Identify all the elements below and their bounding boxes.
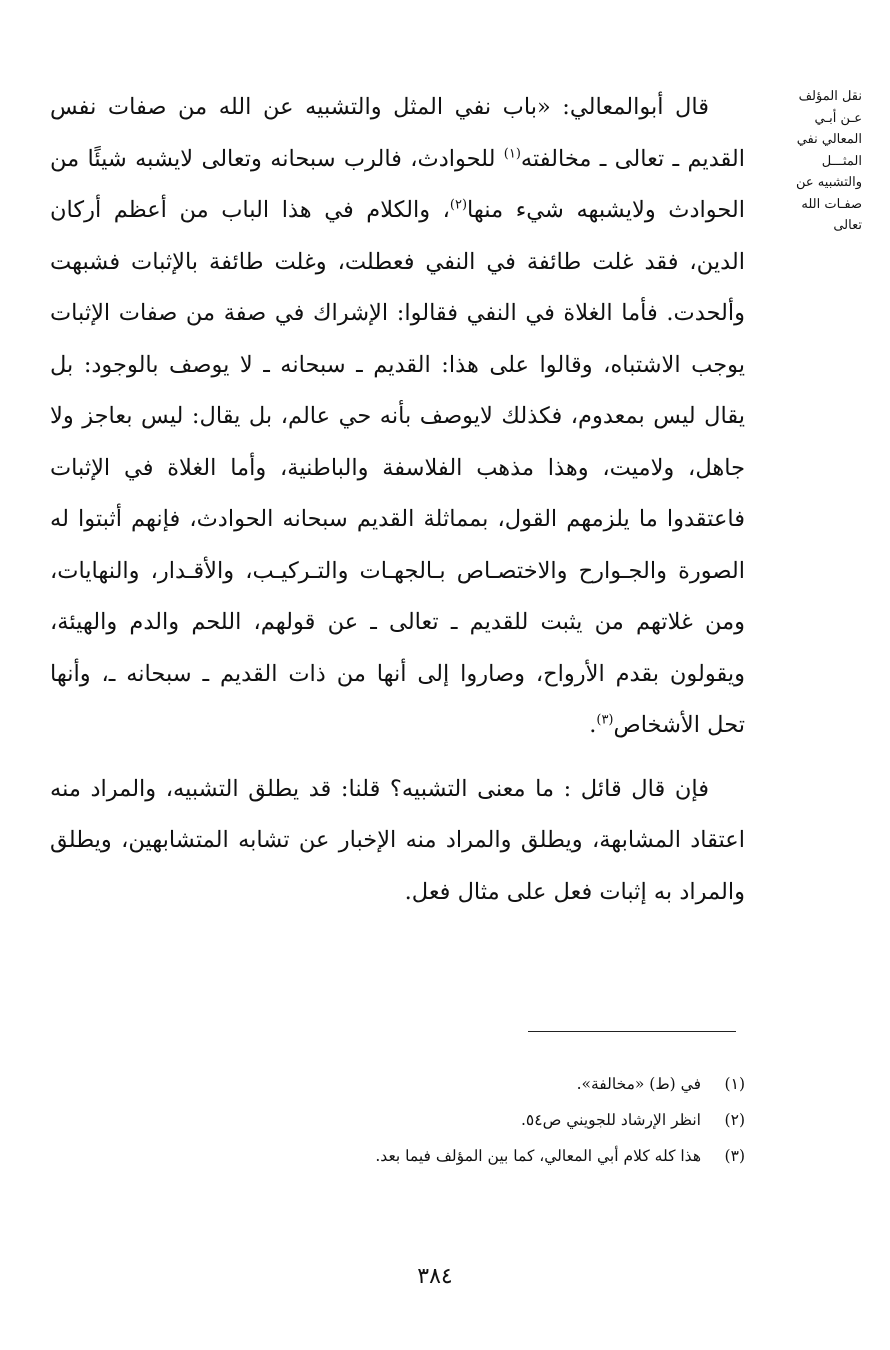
margin-note-line: المثـــل	[821, 153, 862, 169]
footnote-separator	[528, 1031, 736, 1032]
margin-note-line: نقل المؤلف	[798, 89, 862, 104]
footnote-ref-1: (١)	[503, 146, 521, 161]
paragraph-text: .	[589, 712, 597, 738]
footnote-text: هذا كله كلام أبي المعالي، كما بين المؤلف فيما بعد.	[375, 1147, 701, 1165]
body-paragraph-2: فإن قال قائل : ما معنى التشبيه؟ قلنا: قد يطلق التشبيه، والمراد منه اعتقاد المشابهة، ويطلق والمراد منه الإخبار عن تشابه المتشابهين، ويطلق والمراد به إثبات فعل على مثال فعل.	[50, 775, 745, 905]
paragraph-text: ، والكلام في هذا الباب من أعظم أركان الدين، فقد غلت طائفة في النفي فعطلت، وغلت طائفة بالإثبات فشبهت وألحدت. فأما الغلاة في النفي فقالوا: الإشراك في صفة من صفات الإثبات يوجب الاشتباه، وقالوا على هذا: القديم ـ سبحانه ـ لا يوصف بالوجود: بل يقال ليس بمعدوم، فكذلك لايوصف بأنه حي عالم، بل يقال: ليس بعاجز ولا جاهل، ولاميت، وهذا مذهب الفلاسفة والباطنية، وأما الغلاة في الإثبات فاعتقدوا ما يلزمهم القول، بمماثلة القديم سبحانه الحوادث، فإنهم أثبتوا له الصورة والجـوارح والاختصـاص بـالجهـات والتـركيـب، والأقـدار، والنهايات، ومن غلاتهم من يثبت للقديم ـ تعالى ـ عن قولهم، اللحم والدم والهيئة، ويقولون بقدم الأرواح، وصاروا إلى أنها من ذات القديم ـ سبحانه ـ، وأنها تحل الأشخاص	[50, 197, 745, 738]
paragraph-text: قال أبوالمعالي: «باب نفي المثل والتشبيه عن الله من صفات نفس القديم ـ تعالى ـ مخالفته	[50, 94, 745, 172]
footnote-item	[140, 1102, 745, 1138]
footnote-item	[140, 1138, 745, 1174]
main-text	[50, 82, 745, 918]
body-paragraph-1	[50, 82, 745, 752]
paragraph-text: للحوادث، فالرب سبحانه وتعالى لايشبه شيئًا من الحوادث ولايشبهه شيء منها	[50, 145, 745, 223]
footnotes	[140, 1066, 745, 1174]
footnote-ref-2: (٢)	[449, 197, 468, 213]
margin-note-line: المعالي نفي	[796, 132, 862, 147]
margin-note-line: والتشبيه عن	[796, 175, 862, 190]
margin-note-line: تعالى	[833, 218, 862, 233]
footnote-number: (٣)	[724, 1147, 745, 1165]
footnote-number: (١)	[724, 1075, 745, 1093]
margin-note	[772, 86, 862, 237]
margin-note-line: عـن أبـي	[814, 110, 862, 126]
footnote-ref-3: (٣)	[596, 712, 614, 728]
footnote-text: انظر الإرشاد للجويني ص٥٤.	[520, 1111, 701, 1129]
footnote-number: (٢)	[724, 1111, 745, 1129]
page-number: ٣٨٤	[417, 1264, 453, 1289]
footnote-item	[140, 1066, 745, 1102]
footnote-text: في (ط) «مخالفة».	[576, 1075, 701, 1093]
margin-note-line: صفـات الله	[801, 196, 862, 212]
